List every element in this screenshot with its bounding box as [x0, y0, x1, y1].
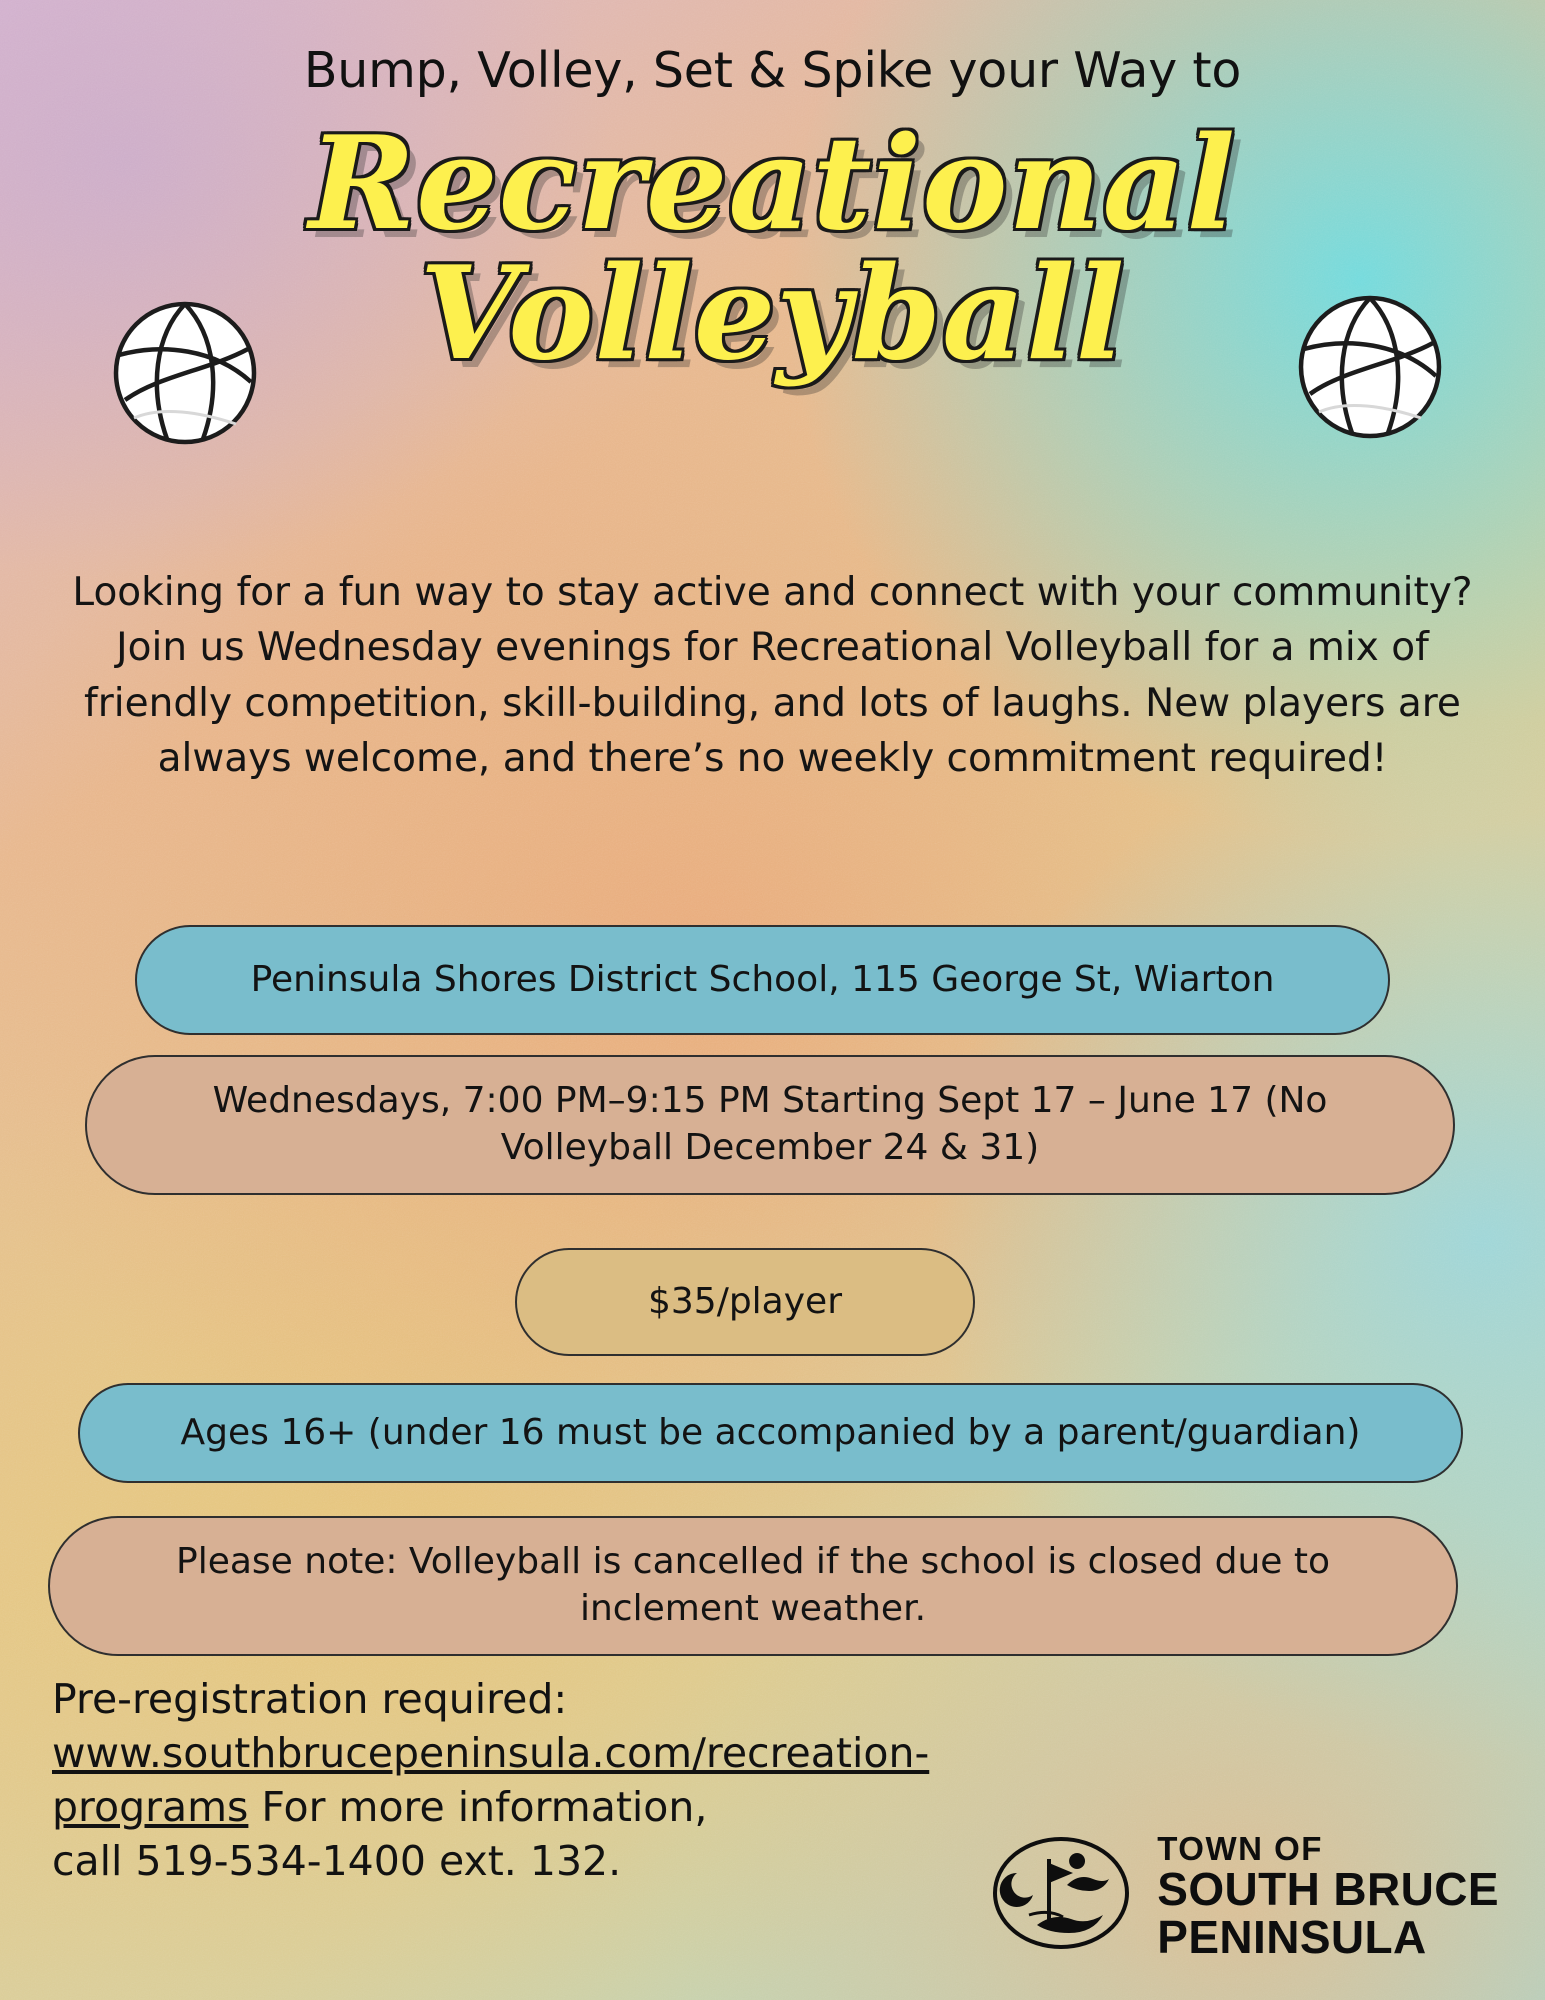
info-pill-weather: Please note: Volleyball is cancelled if the school is closed due to inclement weather.	[48, 1516, 1458, 1656]
poster-kicker: Bump, Volley, Set & Spike your Way to	[303, 42, 1242, 99]
info-pill-location: Peninsula Shores District School, 115 George St, Wiarton	[135, 925, 1390, 1035]
info-pill-price: $35/player	[515, 1248, 975, 1356]
town-logo	[989, 1829, 1499, 1964]
footer-after-link: For more information,	[248, 1783, 708, 1832]
logo-line-town-of: TOWN OF	[1157, 1829, 1323, 1867]
footer-line-1: Pre-registration required:	[52, 1675, 568, 1723]
info-pill-ages: Ages 16+ (under 16 must be accompanied by a parent/guardian)	[78, 1383, 1463, 1483]
footer-phone-line: call 519-534-1400 ext. 132.	[52, 1837, 622, 1886]
logo-line-peninsula: PENINSULA	[1157, 1910, 1427, 1963]
town-crest-icon	[989, 1829, 1139, 1964]
logo-line-south-bruce: SOUTH BRUCE	[1157, 1862, 1499, 1915]
title-line-recreational: Recreational	[308, 109, 1237, 259]
info-pill-schedule: Wednesdays, 7:00 PM–9:15 PM Starting Sept 17 – June 17 (No Volleyball December 24 & 31)	[85, 1055, 1455, 1195]
poster-title	[0, 109, 1545, 390]
registration-link[interactable]: www.southbrucepeninsula.com/recreation-programs	[52, 1729, 930, 1832]
footer-registration-info	[52, 1672, 932, 1888]
intro-paragraph: Looking for a fun way to stay active and connect with your community? Join us Wednesday evenings for Recreational Volleyball for a mix of friendly competition, skill-building, and lots of laughs. New players are always welcome, and there’s no weekly commitment required!	[72, 570, 1473, 782]
title-line-volleyball: Volleyball	[419, 239, 1126, 390]
